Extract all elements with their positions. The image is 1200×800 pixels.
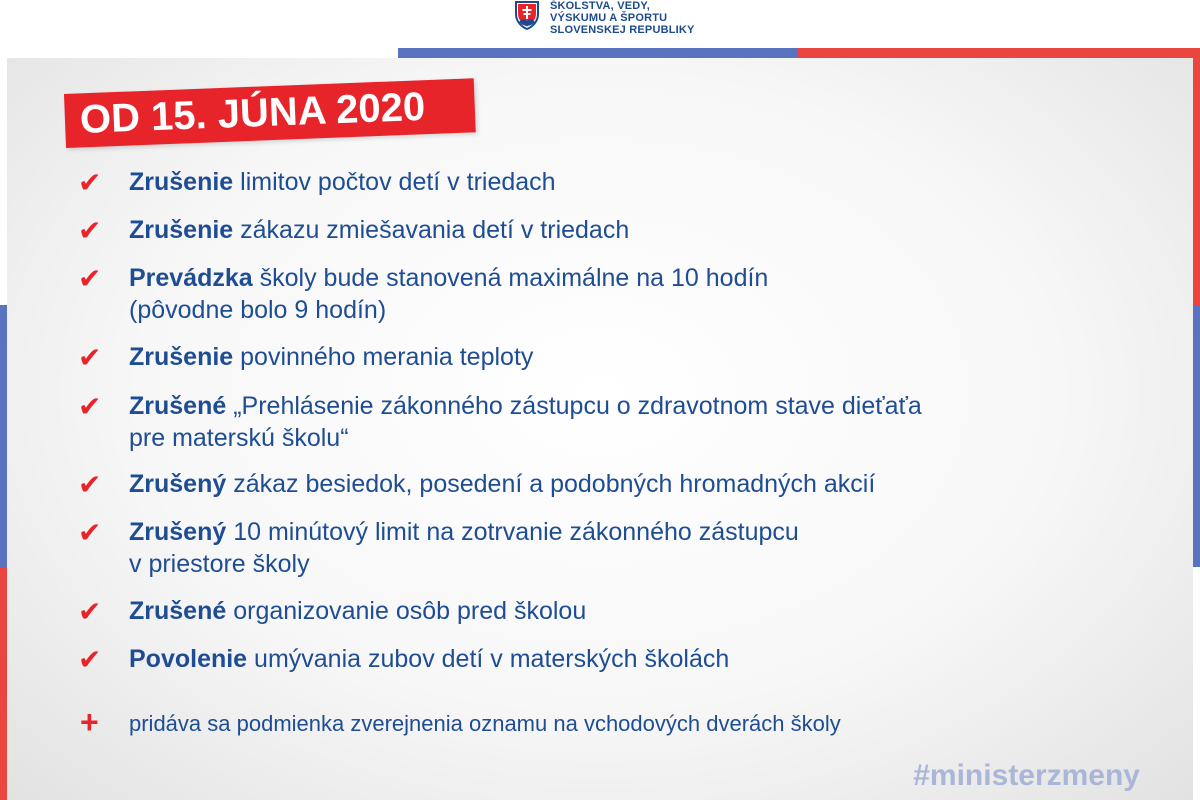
list-item-rest-line-2: (pôvodne bolo 9 hodín) [129,296,387,324]
list-item-bold: Zrušený [129,470,227,498]
ministry-name [550,0,695,36]
list-item-bold: Zrušenie [129,343,234,371]
list-item-text [129,516,1129,580]
hashtag: #ministerzmeny [913,759,1140,792]
top-red-stripe [798,48,1200,58]
right-blue-stripe [1193,305,1200,567]
ministry-line-3: SLOVENSKEJ REPUBLIKY [550,24,695,36]
list-item-bold: Zrušenie [129,216,234,244]
list-item-bold: Zrušený [129,518,227,546]
plus-icon: + [80,704,99,740]
list-item-rest: školy bude stanovená maximálne na 10 hodín [252,264,769,292]
note-text: pridáva sa podmienka zverejnenia oznamu na vchodových dverách školy [129,711,841,736]
ministry-line-1: ŠKOLSTVA, VEDY, [550,0,650,12]
list-item-rest: organizovanie osôb pred školou [226,597,587,625]
checkmark-icon: ✔ [78,215,102,246]
list-item-rest: zákazu zmiešavania detí v triedach [233,216,630,244]
header [0,0,1200,48]
slovak-crest-icon [512,0,542,30]
list-item-text [129,468,1129,500]
list-item-text [129,262,1129,326]
checkmark-icon: ✔ [78,517,102,548]
list-item-rest: povinného merania teploty [233,343,534,371]
checkmark-icon: ✔ [78,263,102,294]
list-item-bold: Zrušené [129,597,227,625]
list-item-rest: 10 minútový limit na zotrvanie zákonného zástupcu [226,518,799,546]
checkmark-icon: ✔ [78,391,102,422]
list-item-text [129,643,1129,675]
list-item-text [129,341,1129,373]
list-item-text [129,595,1129,627]
date-banner-text: OD 15. JÚNA 2020 [79,84,426,142]
top-blue-stripe [398,48,798,58]
checkmark-icon: ✔ [78,596,102,627]
list-item-text [129,390,1129,454]
checkmark-icon: ✔ [78,342,102,373]
left-red-stripe [0,567,7,800]
list-item-bold: Zrušenie [129,168,234,196]
list-item-text [129,214,1129,246]
ministry-line-2: VÝSKUMU A ŠPORTU [550,12,668,24]
list-item-text [129,166,1129,198]
right-red-stripe [1193,58,1200,305]
list-item-rest: umývania zubov detí v materských školách [247,645,730,673]
checkmark-icon: ✔ [78,469,102,500]
checkmark-icon: ✔ [78,644,102,675]
ministry-logo [512,0,695,44]
list-item-rest-line-2: pre materskú školu“ [129,424,349,452]
checkmark-icon: ✔ [78,167,102,198]
list-item-rest-line-2: v priestore školy [129,550,310,578]
list-item-rest: limitov počtov detí v triedach [233,168,556,196]
list-item-rest: „Prehlásenie zákonného zástupcu o zdravotnom stave dieťaťa [226,392,922,420]
list-item-bold: Prevádzka [129,264,253,292]
list-item-bold: Povolenie [129,645,248,673]
list-item-rest: zákaz besiedok, posedení a podobných hromadných akcií [226,470,876,498]
left-blue-stripe [0,305,7,567]
list-item-bold: Zrušené [129,392,227,420]
